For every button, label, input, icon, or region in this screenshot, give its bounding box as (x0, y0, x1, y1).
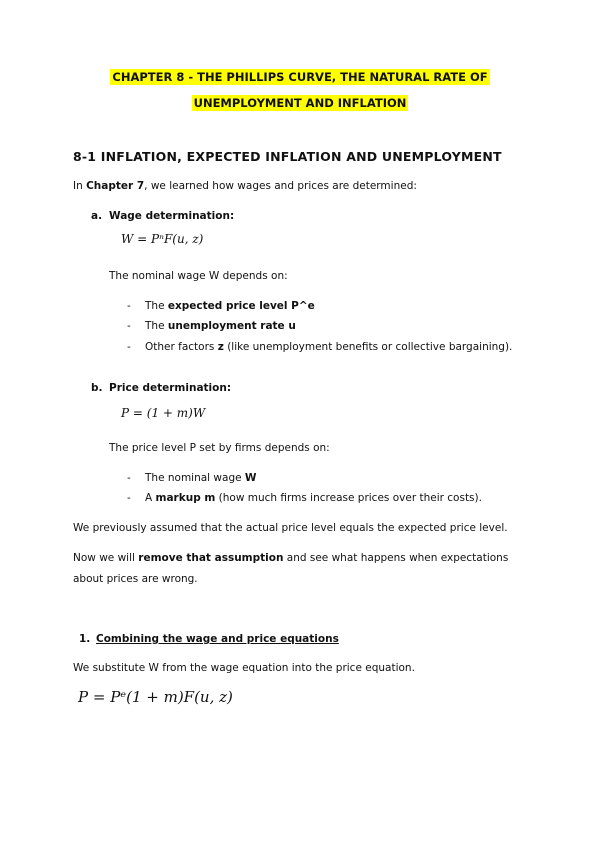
price-bullet: - The nominal wage W (127, 472, 257, 484)
wage-bullet: - The expected price level P^e (127, 300, 315, 312)
chapter-title-line-2: UNEMPLOYMENT AND INFLATION (193, 96, 407, 110)
price-list-label: b. (91, 382, 103, 394)
substitution-paragraph: We substitute W from the wage equation into the price equation. (73, 662, 415, 674)
paragraph-assumption: We previously assumed that the actual price level equals the expected price level. (73, 522, 508, 534)
price-description: The price level P set by firms depends on: (109, 442, 330, 454)
price-heading: Price determination: (109, 382, 232, 394)
subsection-number: 1. (79, 633, 91, 645)
subsection-heading: Combining the wage and price equations (96, 633, 339, 645)
wage-description: The nominal wage W depends on: (109, 270, 288, 282)
price-equation: P = (1 + m)W (121, 406, 206, 420)
wage-heading: Wage determination: (109, 210, 235, 222)
combined-equation: P = Pᵉ(1 + m)F(u, z) (78, 688, 233, 706)
wage-bullet: - Other factors z (like unemployment benefits or collective bargaining). (127, 341, 513, 353)
chapter-title-line-1: CHAPTER 8 - THE PHILLIPS CURVE, THE NATURAL RATE OF (112, 70, 488, 84)
paragraph-remove-assumption-line-2: about prices are wrong. (73, 573, 198, 585)
price-bullet: - A markup m (how much firms increase prices over their costs). (127, 492, 482, 504)
wage-bullet: - The unemployment rate u (127, 320, 296, 332)
section-heading: 8-1 INFLATION, EXPECTED INFLATION AND UNEMPLOYMENT (73, 149, 502, 164)
wage-list-label: a. (91, 210, 103, 222)
wage-equation: W = PⁿF(u, z) (121, 232, 204, 246)
intro-paragraph: In Chapter 7, we learned how wages and prices are determined: (73, 180, 417, 192)
paragraph-remove-assumption: Now we will remove that assumption and see what happens when expectations (73, 552, 509, 564)
